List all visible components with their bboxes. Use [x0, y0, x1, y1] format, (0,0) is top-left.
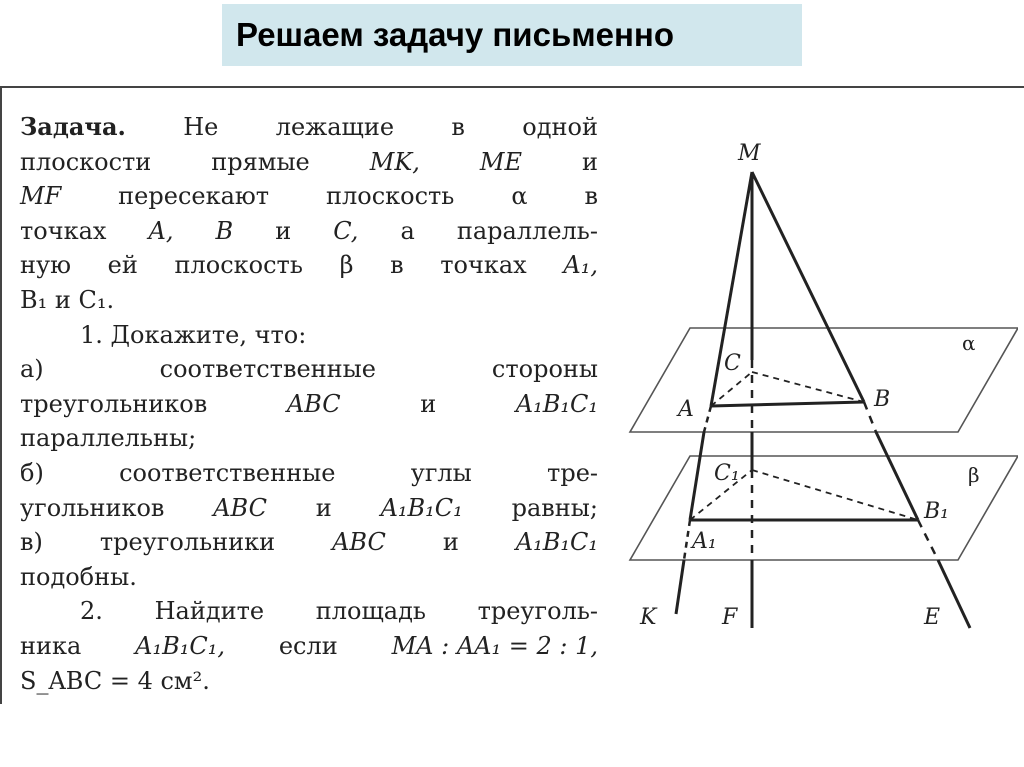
- word: 2.: [80, 597, 103, 626]
- word: C,: [333, 216, 359, 245]
- word: A₁B₁C₁: [515, 389, 598, 418]
- word: A₁B₁C₁,: [135, 631, 225, 660]
- word: ME: [479, 147, 522, 176]
- word: Найдите: [154, 597, 265, 626]
- word: и: [420, 389, 437, 418]
- problem-line-3: [20, 179, 598, 214]
- word: плоскость: [326, 182, 455, 211]
- word: треугольников: [20, 389, 208, 418]
- problem-line-8: [20, 352, 598, 387]
- label-E: E: [924, 605, 941, 630]
- line-ME-middle: [876, 432, 918, 520]
- word: ей: [107, 251, 138, 280]
- word: а): [20, 355, 44, 384]
- word: соответственные: [159, 355, 376, 384]
- word: стороны: [491, 355, 598, 384]
- word: равны;: [511, 493, 598, 522]
- word: ABC: [213, 493, 267, 522]
- word: и: [442, 528, 459, 557]
- task-1-heading: 1. Докажите, что:: [80, 320, 307, 349]
- label-F: F: [722, 605, 738, 630]
- problem-line-17: [20, 664, 598, 699]
- problem-line-7: [20, 318, 598, 353]
- word: A₁B₁C₁: [515, 528, 598, 557]
- problem-line-16: [20, 629, 598, 664]
- segment-CB: [752, 372, 864, 402]
- word: ную: [20, 251, 72, 280]
- word: ABC: [286, 389, 341, 418]
- word: ника: [20, 631, 82, 660]
- word: и: [275, 216, 292, 245]
- problem-line-13: [20, 525, 598, 560]
- word: лежащие: [275, 113, 395, 141]
- word: A,: [148, 216, 174, 245]
- segment-C1B1: [752, 470, 918, 520]
- word: B₁ и C₁.: [20, 285, 115, 314]
- word: в: [451, 113, 465, 141]
- word: треуголь-: [477, 597, 598, 626]
- word: пересекают: [118, 182, 270, 211]
- word: α: [511, 182, 528, 211]
- word: в: [390, 251, 404, 280]
- word: в): [20, 528, 43, 557]
- word: ABC: [332, 528, 386, 557]
- line-MK-hidden-2: [684, 520, 690, 560]
- problem-line-5: [20, 248, 598, 283]
- word: плоскость: [174, 251, 303, 280]
- word: точках: [440, 251, 527, 280]
- problem-line-10: [20, 421, 598, 456]
- word: подобны.: [20, 562, 137, 591]
- plane-beta: [630, 456, 1018, 560]
- word: б): [20, 458, 44, 487]
- word: MF: [20, 182, 62, 211]
- word: углы: [410, 458, 472, 487]
- geometry-figure: [618, 128, 1018, 648]
- word: одной: [522, 113, 598, 141]
- word: параллель-: [456, 216, 598, 245]
- word: плоскости: [20, 147, 152, 176]
- label-C: C: [724, 351, 741, 376]
- word: в: [584, 182, 598, 211]
- word: A₁,: [563, 251, 598, 280]
- problem-line-15: [20, 594, 598, 629]
- segment-AB: [711, 402, 864, 406]
- problem-line-9: [20, 387, 598, 422]
- line-ME-upper: [752, 172, 864, 402]
- word: Не: [183, 113, 219, 141]
- label-K: K: [640, 605, 657, 630]
- label-A: A: [678, 397, 694, 422]
- problem-line-4: [20, 214, 598, 249]
- label-M: M: [738, 141, 761, 166]
- line-MK-middle: [690, 432, 704, 520]
- word: угольников: [20, 493, 165, 522]
- word: а: [400, 216, 415, 245]
- word: треугольники: [99, 528, 276, 557]
- word: и: [315, 493, 332, 522]
- word: A₁B₁C₁: [380, 493, 463, 522]
- label-B: B: [874, 387, 891, 412]
- line-ME-hidden-2: [918, 520, 938, 560]
- word: MA : AA₁ = 2 : 1,: [391, 631, 598, 660]
- word: и: [581, 147, 598, 176]
- word: β: [339, 251, 354, 280]
- word: точках: [20, 216, 107, 245]
- problem-line-2: [20, 145, 598, 180]
- line-MK-lower: [676, 560, 684, 614]
- label-A1: A₁: [692, 529, 717, 554]
- word: если: [278, 631, 338, 660]
- slide-title: Решаем задачу письменно: [222, 4, 802, 66]
- word: MK,: [369, 147, 420, 176]
- line-ME-lower: [938, 560, 970, 628]
- word: тре-: [547, 458, 598, 487]
- problem-line-11: [20, 456, 598, 491]
- line-MK-hidden: [704, 406, 711, 432]
- label-beta: β: [968, 463, 980, 487]
- word: соответственные: [119, 458, 336, 487]
- area-given: S_ABC = 4 см².: [20, 666, 210, 695]
- word: прямые: [211, 147, 310, 176]
- label-C1: C₁: [714, 461, 740, 486]
- problem-line-14: [20, 560, 598, 595]
- problem-heading: Задача.: [20, 112, 126, 141]
- word: площадь: [315, 597, 426, 626]
- label-alpha: α: [962, 331, 976, 355]
- word: параллельны;: [20, 424, 197, 453]
- problem-text: [20, 110, 598, 698]
- problem-line-12: [20, 491, 598, 526]
- problem-line-6: [20, 283, 598, 318]
- label-B1: B₁: [924, 499, 949, 524]
- frame-left-border: [0, 86, 2, 704]
- word: B: [215, 216, 234, 245]
- problem-line-1: [20, 110, 598, 145]
